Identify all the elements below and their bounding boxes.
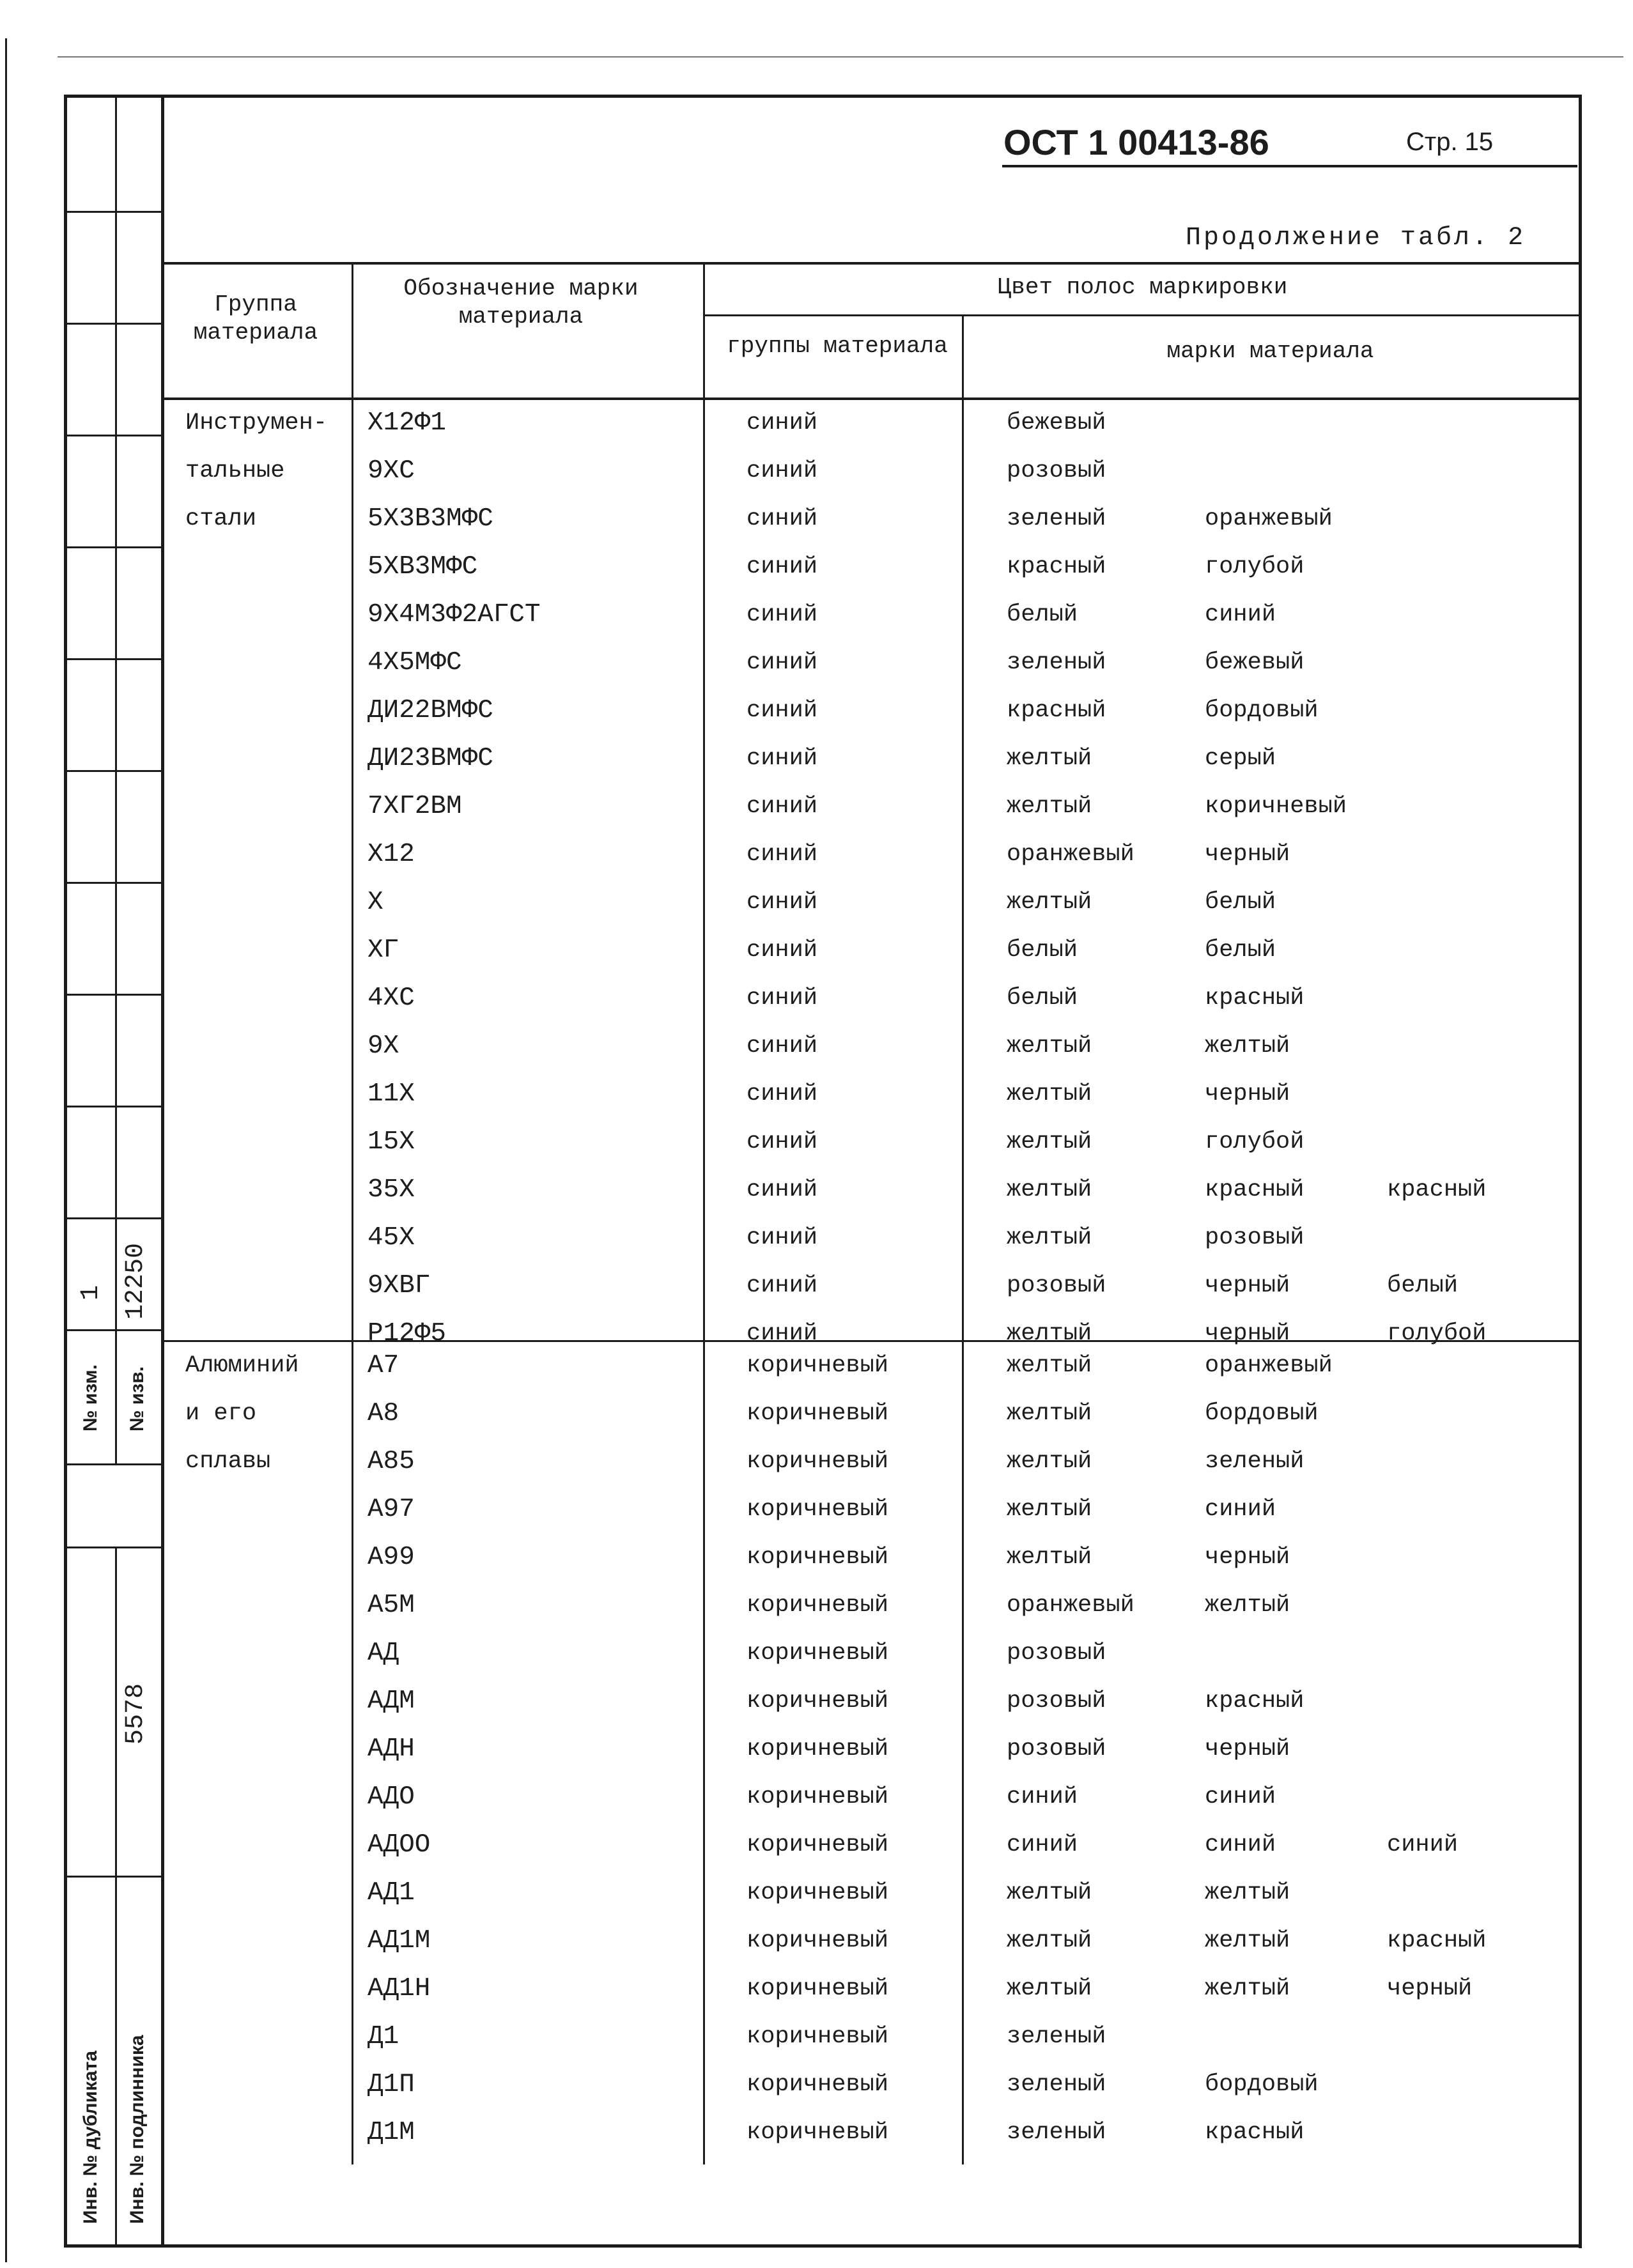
material-mark: Х12 xyxy=(368,840,415,869)
mark-color-2: оранжевый xyxy=(1205,1352,1333,1379)
material-mark: 9ХВГ xyxy=(368,1271,431,1300)
margin-notice-label: № изв. xyxy=(127,1366,148,1431)
mark-color-1: белый xyxy=(1007,937,1078,964)
document-code: ОСТ 1 00413-86 xyxy=(1003,122,1269,162)
mark-color-1: зеленый xyxy=(1007,505,1106,532)
mark-color-1: зеленый xyxy=(1007,2119,1106,2146)
mark-color-2: серый xyxy=(1205,745,1276,772)
group-color: синий xyxy=(747,745,818,772)
table-row xyxy=(0,975,1633,1022)
margin-change-label: № изм. xyxy=(80,1364,101,1431)
material-mark: 9Х xyxy=(368,1031,399,1061)
group-color: синий xyxy=(747,1320,818,1347)
margin-notice-no: 12250 xyxy=(121,1242,150,1320)
group-color: синий xyxy=(747,458,818,484)
mark-color-1: желтый xyxy=(1007,1081,1092,1107)
header-color-strips: Цвет полос маркировки xyxy=(997,274,1288,300)
table-row xyxy=(0,1486,1633,1534)
mark-color-1: белый xyxy=(1007,601,1078,628)
table-row xyxy=(0,2109,1633,2157)
scan-top-line xyxy=(58,56,1623,58)
mark-color-2: бордовый xyxy=(1205,2071,1319,2098)
mark-color-1: желтый xyxy=(1007,1496,1092,1523)
mark-color-2: желтый xyxy=(1205,1592,1290,1619)
group-color: синий xyxy=(747,1033,818,1060)
group-color: синий xyxy=(747,649,818,676)
mark-color-1: желтый xyxy=(1007,889,1092,916)
mark-color-2: синий xyxy=(1205,1496,1276,1523)
mark-color-1: розовый xyxy=(1007,1688,1106,1715)
group-color: коричневый xyxy=(747,1448,889,1475)
table-row xyxy=(0,1214,1633,1262)
group-color: синий xyxy=(747,1081,818,1107)
mark-color-1: оранжевый xyxy=(1007,841,1134,868)
table-row xyxy=(0,879,1633,927)
material-mark: АДМ xyxy=(368,1686,415,1716)
mark-color-2: черный xyxy=(1205,1081,1290,1107)
group-color: коричневый xyxy=(747,1688,889,1715)
table-row xyxy=(0,1342,1633,1390)
table-row xyxy=(0,1821,1633,1869)
group-color: синий xyxy=(747,697,818,724)
outer-frame-top xyxy=(64,95,1582,98)
group-color: коричневый xyxy=(747,1879,889,1906)
mark-color-1: розовый xyxy=(1007,1272,1106,1299)
table-row xyxy=(0,1534,1633,1582)
material-mark: 5ХВ3МФС xyxy=(368,552,478,582)
mark-color-1: желтый xyxy=(1007,1400,1092,1427)
mark-color-3: белый xyxy=(1387,1272,1459,1299)
group-color: коричневый xyxy=(747,1784,889,1810)
table-row xyxy=(0,783,1633,831)
table-row xyxy=(0,1630,1633,1678)
mark-color-2: зеленый xyxy=(1205,1448,1304,1475)
material-mark: Р12Ф5 xyxy=(368,1319,447,1348)
table-row xyxy=(0,1166,1633,1214)
mark-color-1: желтый xyxy=(1007,1352,1092,1379)
mark-color-2: бежевый xyxy=(1205,649,1304,676)
material-mark: 7ХГ2ВМ xyxy=(368,792,462,821)
table-row xyxy=(0,1262,1633,1310)
mark-color-2: синий xyxy=(1205,1784,1276,1810)
material-mark: А8 xyxy=(368,1399,399,1428)
mark-color-2: красный xyxy=(1205,1688,1304,1715)
mark-color-2: желтый xyxy=(1205,1975,1290,2002)
mark-color-2: красный xyxy=(1205,985,1304,1012)
group-name-line: и его xyxy=(185,1400,257,1427)
table-row xyxy=(0,1725,1633,1773)
group-color: коричневый xyxy=(747,1640,889,1667)
material-mark: АД1Н xyxy=(368,1974,431,2003)
mark-color-2: синий xyxy=(1205,1832,1276,1858)
material-mark: Д1П xyxy=(368,2070,415,2099)
material-mark: Д1М xyxy=(368,2118,415,2147)
material-mark: АД1 xyxy=(368,1878,415,1908)
mark-color-3: голубой xyxy=(1387,1320,1487,1347)
group-color: синий xyxy=(747,505,818,532)
table-row xyxy=(0,1678,1633,1725)
material-mark: ХГ xyxy=(368,936,399,965)
mark-color-1: белый xyxy=(1007,985,1078,1012)
mark-color-1: желтый xyxy=(1007,745,1092,772)
group-color: синий xyxy=(747,889,818,916)
material-mark: А5М xyxy=(368,1591,415,1620)
group-color: синий xyxy=(747,793,818,820)
header-group: Группа материала xyxy=(193,291,318,346)
page-label: Стр. 15 xyxy=(1406,128,1494,156)
group-color: коричневый xyxy=(747,1975,889,2002)
mark-color-1: желтый xyxy=(1007,1927,1092,1954)
material-mark: АДОО xyxy=(368,1830,431,1860)
table-row xyxy=(0,1869,1633,1917)
material-mark: 5Х3В3МФС xyxy=(368,504,493,534)
table-row xyxy=(0,927,1633,975)
group-color: коричневый xyxy=(747,1832,889,1858)
mark-color-2: белый xyxy=(1205,937,1276,964)
group-color: синий xyxy=(747,1129,818,1155)
group-color: синий xyxy=(747,601,818,628)
table-row xyxy=(0,735,1633,783)
mark-color-1: желтый xyxy=(1007,793,1092,820)
material-mark: А85 xyxy=(368,1447,415,1476)
group-color: синий xyxy=(747,1272,818,1299)
mark-color-2: желтый xyxy=(1205,1927,1290,1954)
mark-color-1: желтый xyxy=(1007,1033,1092,1060)
mark-color-2: красный xyxy=(1205,1176,1304,1203)
group-color: коричневый xyxy=(747,1496,889,1523)
group-color: синий xyxy=(747,841,818,868)
table-row xyxy=(0,399,1633,447)
material-mark: А99 xyxy=(368,1543,415,1572)
mark-color-1: желтый xyxy=(1007,1224,1092,1251)
mark-color-1: желтый xyxy=(1007,1448,1092,1475)
table-row xyxy=(0,2061,1633,2109)
mark-color-2: коричневый xyxy=(1205,793,1347,820)
table-row xyxy=(0,1773,1633,1821)
group-color: коричневый xyxy=(747,1352,889,1379)
mark-color-1: бежевый xyxy=(1007,410,1106,436)
material-mark: Х xyxy=(368,888,383,917)
mark-color-1: желтый xyxy=(1007,1129,1092,1155)
group-name-line: Алюминий xyxy=(185,1352,299,1379)
header-color-mark: марки материала xyxy=(1166,338,1374,364)
mark-color-2: оранжевый xyxy=(1205,505,1333,532)
mark-color-3: красный xyxy=(1387,1927,1487,1954)
group-color: синий xyxy=(747,937,818,964)
table-row xyxy=(0,1438,1633,1486)
material-mark: Х12Ф1 xyxy=(368,408,447,438)
material-mark: А97 xyxy=(368,1495,415,1524)
group-color: синий xyxy=(747,410,818,436)
document-code-underline xyxy=(1002,165,1577,167)
margin-cell-line xyxy=(64,211,161,213)
group-color: коричневый xyxy=(747,1736,889,1763)
table-row xyxy=(0,495,1633,543)
mark-color-3: красный xyxy=(1387,1176,1487,1203)
material-mark: АДН xyxy=(368,1734,415,1764)
table-row xyxy=(0,1118,1633,1166)
group-color: синий xyxy=(747,553,818,580)
mark-color-1: синий xyxy=(1007,1832,1078,1858)
table-row xyxy=(0,591,1633,639)
table-row xyxy=(0,1390,1633,1438)
group-color: коричневый xyxy=(747,2119,889,2146)
mark-color-1: зеленый xyxy=(1007,649,1106,676)
mark-color-2: черный xyxy=(1205,1272,1290,1299)
mark-color-2: желтый xyxy=(1205,1033,1290,1060)
table-top-line xyxy=(163,262,1579,265)
mark-color-1: желтый xyxy=(1007,1176,1092,1203)
material-mark: 11Х xyxy=(368,1079,415,1109)
group-color: коричневый xyxy=(747,1592,889,1619)
table-row xyxy=(0,831,1633,879)
mark-color-1: желтый xyxy=(1007,1320,1092,1347)
table-row xyxy=(0,1965,1633,2013)
table-row xyxy=(0,639,1633,687)
table-row xyxy=(0,687,1633,735)
mark-color-1: зеленый xyxy=(1007,2023,1106,2050)
group-color: коричневый xyxy=(747,1927,889,1954)
mark-color-1: синий xyxy=(1007,1784,1078,1810)
mark-color-2: черный xyxy=(1205,1320,1290,1347)
group-color: коричневый xyxy=(747,2023,889,2050)
mark-color-2: желтый xyxy=(1205,1879,1290,1906)
table-row xyxy=(0,447,1633,495)
table-row xyxy=(0,1582,1633,1630)
group-name-line: сплавы xyxy=(185,1448,271,1475)
table-row xyxy=(0,1917,1633,1965)
header-mark: Обозначение марки материала xyxy=(403,275,638,330)
group-color: синий xyxy=(747,1224,818,1251)
material-mark: 9Х4М3Ф2АГСТ xyxy=(368,600,541,629)
table-continuation: Продолжение табл. 2 xyxy=(1186,224,1526,252)
material-mark: АД1М xyxy=(368,1926,431,1956)
mark-color-1: розовый xyxy=(1007,1640,1106,1667)
mark-color-1: оранжевый xyxy=(1007,1592,1134,1619)
mark-color-2: красный xyxy=(1205,2119,1304,2146)
mark-color-2: розовый xyxy=(1205,1224,1304,1251)
group-name-line: стали xyxy=(185,505,257,532)
group-color: синий xyxy=(747,985,818,1012)
material-mark: ДИ23ВМФС xyxy=(368,744,493,773)
mark-color-1: желтый xyxy=(1007,1975,1092,2002)
material-mark: АДО xyxy=(368,1782,415,1812)
group-color: коричневый xyxy=(747,1400,889,1427)
margin-inv-original-no: 5578 xyxy=(121,1683,150,1745)
mark-color-2: черный xyxy=(1205,1544,1290,1571)
table-row xyxy=(0,543,1633,591)
table-row xyxy=(0,1022,1633,1070)
mark-color-2: черный xyxy=(1205,1736,1290,1763)
table-row xyxy=(0,2013,1633,2061)
margin-change-no: 1 xyxy=(77,1284,105,1300)
group-color: коричневый xyxy=(747,1544,889,1571)
mark-color-2: синий xyxy=(1205,601,1276,628)
mark-color-1: розовый xyxy=(1007,1736,1106,1763)
material-mark: 4Х5МФС xyxy=(368,648,462,677)
mark-color-2: белый xyxy=(1205,889,1276,916)
material-mark: А7 xyxy=(368,1351,399,1380)
mark-color-3: черный xyxy=(1387,1975,1473,2002)
margin-cell-line xyxy=(64,323,161,325)
mark-color-1: желтый xyxy=(1007,1879,1092,1906)
material-mark: 15Х xyxy=(368,1127,415,1157)
mark-color-2: черный xyxy=(1205,841,1290,868)
material-mark: АД xyxy=(368,1639,399,1668)
margin-inv-duplicate-label: Инв. № дубликата xyxy=(80,2050,101,2224)
header-color-group: группы материала xyxy=(727,333,948,359)
material-mark: ДИ22ВМФС xyxy=(368,696,493,725)
outer-frame-bottom xyxy=(64,2244,1582,2248)
table-subheader-line xyxy=(703,314,1579,316)
margin-inv-original-label: Инв. № подлинника xyxy=(127,2035,148,2224)
mark-color-1: зеленый xyxy=(1007,2071,1106,2098)
material-mark: 45Х xyxy=(368,1223,415,1253)
mark-color-1: красный xyxy=(1007,697,1106,724)
group-color: синий xyxy=(747,1176,818,1203)
material-mark: 35Х xyxy=(368,1175,415,1205)
group-color: коричневый xyxy=(747,2071,889,2098)
mark-color-2: бордовый xyxy=(1205,1400,1319,1427)
group-name-line: тальные xyxy=(185,458,285,484)
mark-color-1: розовый xyxy=(1007,458,1106,484)
material-mark: 9ХС xyxy=(368,456,415,486)
mark-color-2: голубой xyxy=(1205,1129,1304,1155)
material-mark: Д1 xyxy=(368,2022,399,2051)
mark-color-2: голубой xyxy=(1205,553,1304,580)
material-mark: 4ХС xyxy=(368,984,415,1013)
group-name-line: Инструмен- xyxy=(185,410,328,436)
mark-color-1: красный xyxy=(1007,553,1106,580)
mark-color-3: синий xyxy=(1387,1832,1459,1858)
mark-color-2: бордовый xyxy=(1205,697,1319,724)
table-row xyxy=(0,1070,1633,1118)
mark-color-1: желтый xyxy=(1007,1544,1092,1571)
